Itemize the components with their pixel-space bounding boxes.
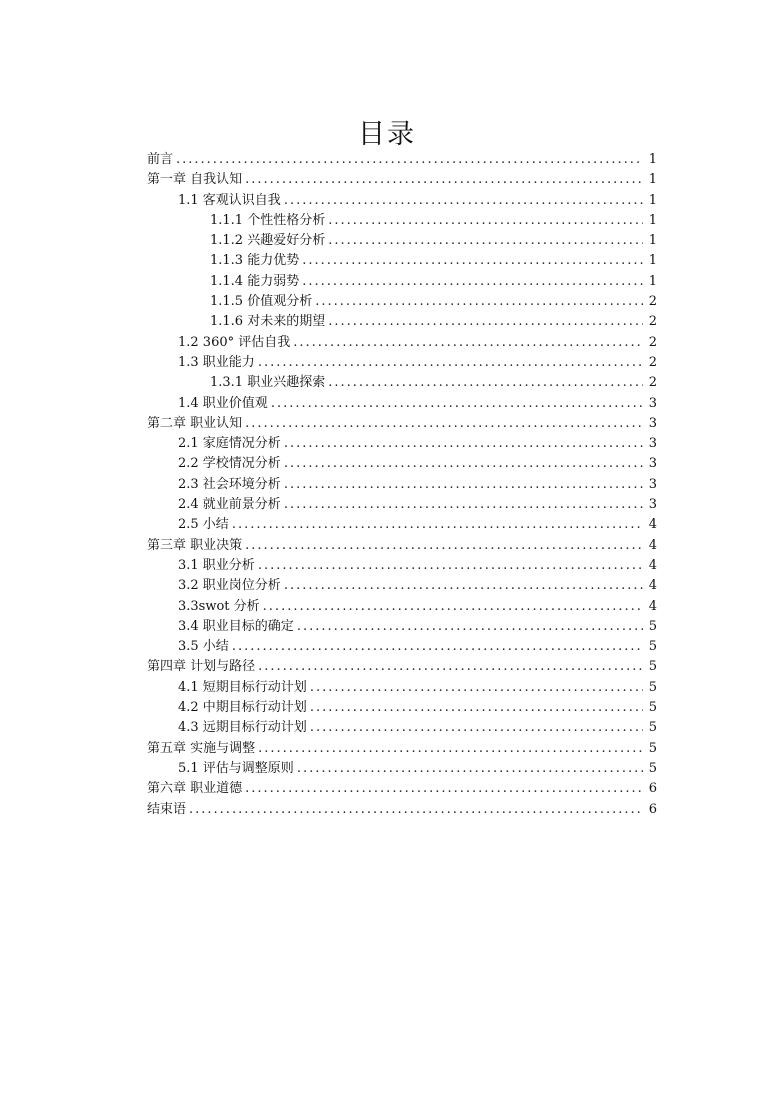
toc-entry-label: 1.1.6 对未来的期望 bbox=[210, 314, 326, 330]
toc-entry[interactable] bbox=[147, 272, 657, 292]
toc-entry[interactable] bbox=[147, 292, 657, 312]
toc-entry-page: 5 bbox=[648, 740, 657, 756]
toc-entry-page: 5 bbox=[648, 618, 657, 634]
toc-leader-dots bbox=[297, 759, 643, 779]
toc-entry[interactable] bbox=[147, 312, 657, 332]
toc-entry-label: 第三章 职业决策 bbox=[147, 537, 243, 553]
toc-leader-dots bbox=[189, 800, 643, 820]
toc-entry-page: 1 bbox=[648, 192, 657, 208]
toc-entry-label: 3.2 职业岗位分析 bbox=[178, 578, 281, 594]
toc-leader-dots bbox=[328, 373, 643, 393]
toc-entry-label: 3.5 小结 bbox=[178, 639, 229, 655]
toc-entry-label: 1.1.1 个性性格分析 bbox=[210, 212, 326, 228]
toc-entry-label: 第六章 职业道德 bbox=[147, 781, 243, 797]
toc-entry[interactable] bbox=[147, 231, 657, 251]
toc-leader-dots bbox=[297, 617, 643, 637]
toc-entry[interactable] bbox=[147, 414, 657, 434]
toc-entry-label: 前言 bbox=[147, 152, 174, 167]
toc-title: 目录 bbox=[358, 119, 416, 150]
toc-entry[interactable] bbox=[147, 373, 657, 393]
toc-entry-page: 4 bbox=[648, 598, 657, 614]
toc-entry-label: 1.1 客观认识自我 bbox=[178, 192, 281, 208]
toc-entry-label: 2.4 就业前景分析 bbox=[178, 497, 281, 513]
toc-entry[interactable] bbox=[147, 678, 657, 698]
toc-entry-page: 1 bbox=[648, 152, 657, 167]
toc-entry-label: 3.1 职业分析 bbox=[178, 557, 255, 573]
toc-leader-dots bbox=[245, 170, 643, 190]
toc-leader-dots bbox=[328, 211, 643, 231]
toc-entry-label: 2.1 家庭情况分析 bbox=[178, 436, 281, 452]
toc-leader-dots bbox=[258, 657, 643, 677]
toc-entry-label: 1.1.3 能力优势 bbox=[210, 253, 300, 269]
toc-entry-page: 4 bbox=[648, 557, 657, 573]
toc-entry[interactable] bbox=[147, 739, 657, 759]
toc-leader-dots bbox=[232, 637, 643, 657]
toc-entry[interactable] bbox=[147, 434, 657, 454]
toc-leader-dots bbox=[245, 779, 643, 799]
toc-leader-dots bbox=[258, 739, 643, 759]
toc-entry[interactable] bbox=[147, 150, 657, 170]
toc-entry[interactable] bbox=[147, 576, 657, 596]
toc-entry-page: 2 bbox=[648, 334, 657, 350]
toc-leader-dots bbox=[245, 414, 643, 434]
toc-entry-page: 5 bbox=[648, 700, 657, 716]
toc-entry-page: 3 bbox=[648, 476, 657, 492]
toc-leader-dots bbox=[232, 515, 643, 535]
toc-entry-label: 1.3.1 职业兴趣探索 bbox=[210, 375, 326, 391]
toc-leader-dots bbox=[258, 556, 643, 576]
toc-leader-dots bbox=[284, 191, 643, 211]
toc-entry[interactable] bbox=[147, 333, 657, 353]
toc-leader-dots bbox=[302, 272, 643, 292]
toc-entry[interactable] bbox=[147, 251, 657, 271]
toc-leader-dots bbox=[310, 678, 643, 698]
toc-entry-page: 5 bbox=[648, 639, 657, 655]
toc-leader-dots bbox=[310, 698, 643, 718]
toc-entry-label: 第五章 实施与调整 bbox=[147, 740, 256, 756]
toc-entry-label: 第二章 职业认知 bbox=[147, 415, 243, 431]
toc-entry-page: 1 bbox=[648, 233, 657, 249]
toc-entry-page: 2 bbox=[648, 314, 657, 330]
toc-leader-dots bbox=[245, 536, 643, 556]
toc-entry[interactable] bbox=[147, 475, 657, 495]
toc-entry-label: 1.4 职业价值观 bbox=[178, 395, 268, 411]
toc-entry-label: 3.3swot 分析 bbox=[178, 598, 260, 614]
toc-entry-page: 5 bbox=[648, 659, 657, 675]
toc-entry[interactable] bbox=[147, 800, 657, 820]
toc-entry-page: 1 bbox=[648, 253, 657, 269]
toc-entry-page: 5 bbox=[648, 760, 657, 776]
toc-entry-label: 第四章 计划与路径 bbox=[147, 659, 256, 675]
toc-entry[interactable] bbox=[147, 759, 657, 779]
toc-entry-page: 6 bbox=[648, 801, 657, 817]
toc-leader-dots bbox=[284, 434, 643, 454]
toc-leader-dots bbox=[176, 150, 643, 170]
toc-leader-dots bbox=[302, 251, 643, 271]
toc-entry-page: 5 bbox=[648, 720, 657, 736]
toc-entry[interactable] bbox=[147, 170, 657, 190]
toc-entry-page: 2 bbox=[648, 294, 657, 310]
toc-leader-dots bbox=[310, 718, 643, 738]
toc-entry[interactable] bbox=[147, 718, 657, 738]
toc-entry-label: 1.1.5 价值观分析 bbox=[210, 294, 313, 310]
toc-entry[interactable] bbox=[147, 353, 657, 373]
toc-leader-dots bbox=[258, 353, 643, 373]
toc-entry[interactable] bbox=[147, 495, 657, 515]
toc-leader-dots bbox=[328, 231, 643, 251]
toc-entry[interactable] bbox=[147, 657, 657, 677]
toc-entry-page: 3 bbox=[648, 395, 657, 411]
toc-entry-label: 4.3 远期目标行动计划 bbox=[178, 720, 307, 736]
toc-entry[interactable] bbox=[147, 617, 657, 637]
toc-entry[interactable] bbox=[147, 556, 657, 576]
toc-entry-label: 3.4 职业目标的确定 bbox=[178, 618, 294, 634]
toc-entry-page: 4 bbox=[648, 578, 657, 594]
toc-entry-label: 第一章 自我认知 bbox=[147, 172, 243, 188]
toc-entry-label: 1.1.4 能力弱势 bbox=[210, 273, 300, 289]
toc-entry-page: 3 bbox=[648, 415, 657, 431]
toc-entry[interactable] bbox=[147, 394, 657, 414]
toc-entry-page: 1 bbox=[648, 273, 657, 289]
toc-entry[interactable] bbox=[147, 536, 657, 556]
toc-entry-page: 3 bbox=[648, 456, 657, 472]
toc-entry-label: 4.2 中期目标行动计划 bbox=[178, 700, 307, 716]
toc-entry[interactable] bbox=[147, 454, 657, 474]
toc-entry[interactable] bbox=[147, 211, 657, 231]
toc-leader-dots bbox=[315, 292, 643, 312]
toc-leader-dots bbox=[271, 394, 643, 414]
toc-entry-label: 2.3 社会环境分析 bbox=[178, 476, 281, 492]
toc-entry-page: 6 bbox=[648, 781, 657, 797]
toc-entry[interactable] bbox=[147, 515, 657, 535]
toc-entry-label: 1.2 360° 评估自我 bbox=[178, 334, 291, 350]
toc-entry-label: 5.1 评估与调整原则 bbox=[178, 760, 294, 776]
toc-leader-dots bbox=[284, 454, 643, 474]
toc-entry-label: 结束语 bbox=[147, 801, 187, 817]
toc-entry-label: 4.1 短期目标行动计划 bbox=[178, 679, 307, 695]
toc-entry-label: 1.1.2 兴趣爱好分析 bbox=[210, 233, 326, 249]
toc-entry-page: 2 bbox=[648, 375, 657, 391]
toc-entry-label: 2.2 学校情况分析 bbox=[178, 456, 281, 472]
toc-leader-dots bbox=[284, 495, 643, 515]
toc-entry-page: 1 bbox=[648, 212, 657, 228]
toc-leader-dots bbox=[284, 475, 643, 495]
toc-entry[interactable] bbox=[147, 191, 657, 211]
toc-leader-dots bbox=[328, 312, 643, 332]
toc-entry[interactable] bbox=[147, 698, 657, 718]
toc-leader-dots bbox=[263, 597, 643, 617]
toc-entry-page: 1 bbox=[648, 172, 657, 188]
table-of-contents bbox=[147, 150, 657, 820]
toc-leader-dots bbox=[293, 333, 643, 353]
toc-entry-label: 1.3 职业能力 bbox=[178, 354, 255, 370]
toc-leader-dots bbox=[284, 576, 643, 596]
toc-entry-label: 2.5 小结 bbox=[178, 517, 229, 533]
toc-entry-page: 5 bbox=[648, 679, 657, 695]
toc-entry-page: 4 bbox=[648, 517, 657, 533]
toc-entry-page: 4 bbox=[648, 537, 657, 553]
toc-entry[interactable] bbox=[147, 779, 657, 799]
toc-entry-page: 2 bbox=[648, 354, 657, 370]
toc-entry[interactable] bbox=[147, 597, 657, 617]
toc-entry[interactable] bbox=[147, 637, 657, 657]
toc-entry-page: 3 bbox=[648, 436, 657, 452]
toc-entry-page: 3 bbox=[648, 497, 657, 513]
